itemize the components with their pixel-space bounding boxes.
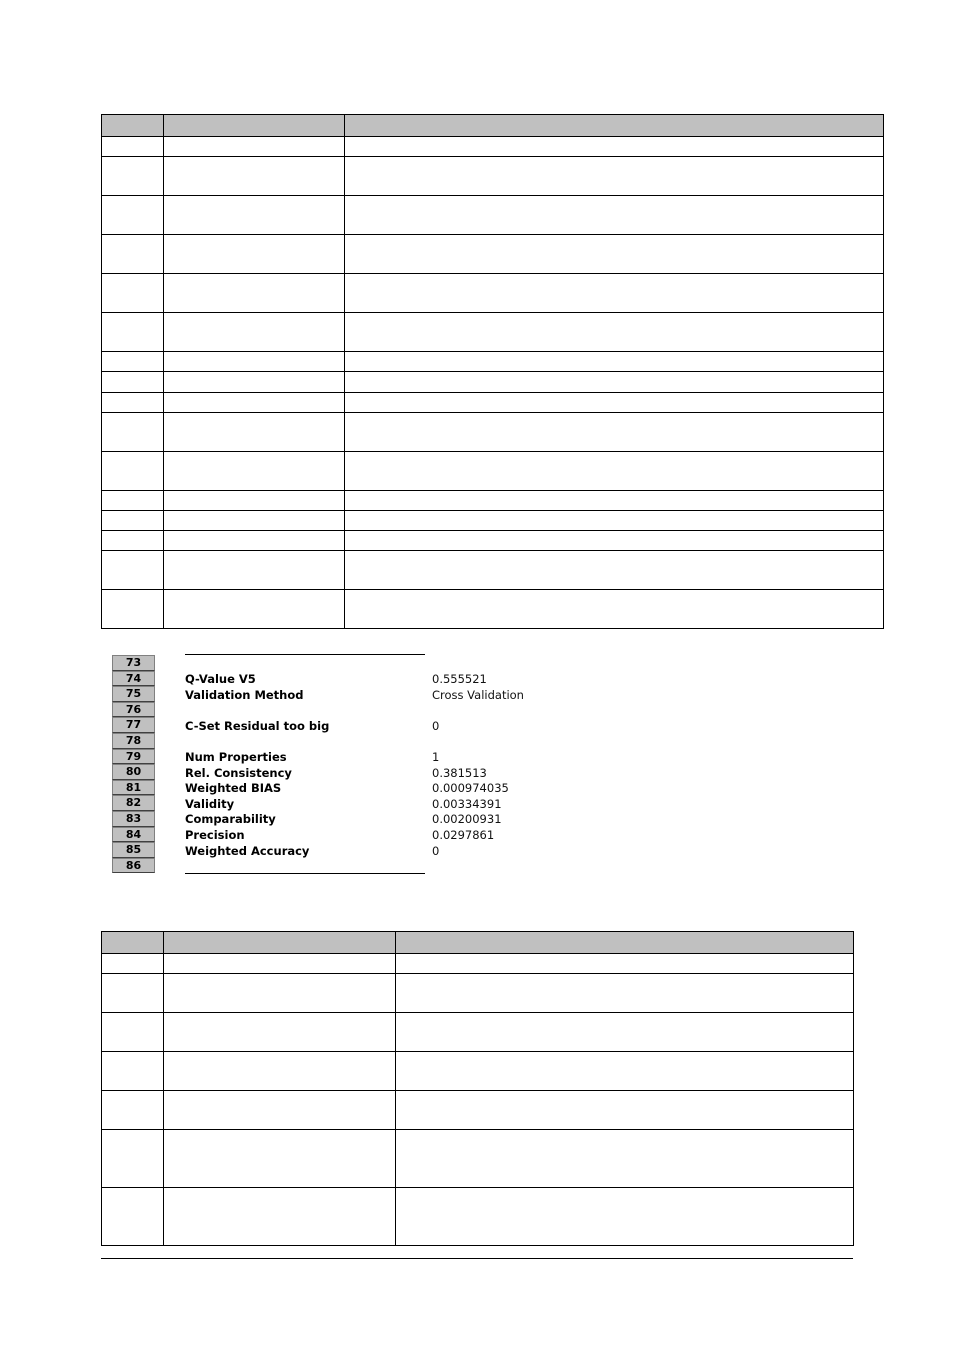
row-number: 81 (112, 780, 155, 796)
table-row (102, 531, 884, 551)
table-row (102, 413, 884, 452)
cell-value: 1 (432, 750, 440, 764)
cell-label: C-Set Residual too big (185, 719, 330, 733)
cell-value: 0.555521 (432, 672, 487, 686)
row-number: 83 (112, 811, 155, 827)
spreadsheet-excerpt (112, 655, 572, 877)
table-row (102, 1052, 854, 1091)
table-header-row (102, 115, 884, 137)
table-row (102, 452, 884, 491)
row-number: 79 (112, 749, 155, 765)
table-row (102, 1188, 854, 1246)
table-row (102, 551, 884, 590)
cell-label: Num Properties (185, 750, 287, 764)
table-row (102, 511, 884, 531)
cell-label: Validation Method (185, 688, 304, 702)
row-number: 73 (112, 655, 155, 671)
bottom-border-line (185, 873, 425, 874)
table-row (102, 352, 884, 372)
cell-label: Weighted BIAS (185, 781, 282, 795)
table-row (102, 313, 884, 352)
cell-value: 0.000974035 (432, 781, 509, 795)
row-number-column (112, 655, 155, 873)
cell-value: Cross Validation (432, 688, 524, 702)
row-number: 84 (112, 827, 155, 843)
table-row (102, 1091, 854, 1130)
cell-label: Rel. Consistency (185, 766, 292, 780)
cell-label: Comparability (185, 812, 276, 826)
page-footer-rule (101, 1258, 853, 1259)
row-number: 86 (112, 858, 155, 874)
cell-value: 0.381513 (432, 766, 487, 780)
bottom-table (101, 931, 854, 1246)
table-header-row (102, 932, 854, 954)
cell-label: Weighted Accuracy (185, 844, 310, 858)
row-number: 75 (112, 686, 155, 702)
table-row (102, 137, 884, 157)
table-row (102, 590, 884, 629)
row-number: 82 (112, 795, 155, 811)
cell-value: 0.00334391 (432, 797, 502, 811)
table-row (102, 393, 884, 413)
table-row (102, 235, 884, 274)
top-border-line (185, 654, 425, 655)
table-row (102, 196, 884, 235)
row-number: 80 (112, 764, 155, 780)
table-row (102, 491, 884, 511)
cell-label: Q-Value V5 (185, 672, 256, 686)
table-row (102, 274, 884, 313)
table-row (102, 1130, 854, 1188)
table-row (102, 954, 854, 974)
table-row (102, 157, 884, 196)
cell-value: 0 (432, 844, 440, 858)
row-number: 76 (112, 702, 155, 718)
table-row (102, 974, 854, 1013)
row-number: 74 (112, 671, 155, 687)
row-number: 78 (112, 733, 155, 749)
row-number: 77 (112, 717, 155, 733)
cell-value: 0.0297861 (432, 828, 495, 842)
table-row (102, 372, 884, 393)
table-row (102, 1013, 854, 1052)
row-number: 85 (112, 842, 155, 858)
top-table (101, 114, 884, 629)
cell-value: 0.00200931 (432, 812, 502, 826)
cell-value: 0 (432, 719, 440, 733)
cell-label: Precision (185, 828, 245, 842)
cell-label: Validity (185, 797, 235, 811)
